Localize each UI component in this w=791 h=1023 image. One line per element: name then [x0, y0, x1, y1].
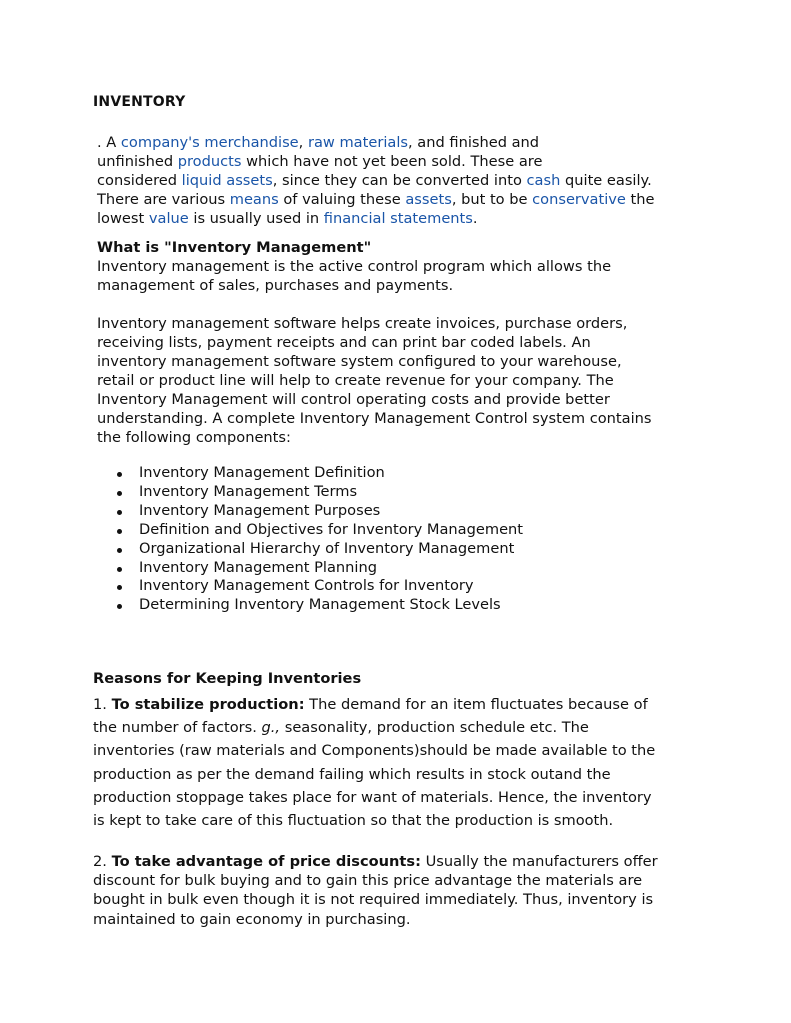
- link-means[interactable]: means: [229, 191, 279, 208]
- intro-line-2: [97, 152, 707, 171]
- list-item-label: Definition and Objectives for Inventory Management: [139, 520, 524, 538]
- text-run: .: [472, 210, 478, 227]
- paragraph-line: Inventory management software helps create invoices, purchase orders,: [97, 315, 628, 332]
- link-conservative[interactable]: conservative: [532, 191, 626, 208]
- reason-heading: To stabilize production:: [111, 696, 305, 713]
- list-item-label: Organizational Hierarchy of Inventory Management: [139, 539, 515, 557]
- bullet-icon: [117, 548, 122, 553]
- paragraph-line: is kept to take care of this fluctuation so that the production is smooth.: [93, 812, 614, 830]
- list-item: [97, 577, 523, 596]
- paragraph-line: Inventory Management will control operating costs and provide better: [97, 391, 610, 408]
- list-item: [97, 521, 523, 540]
- text-run: seasonality, production schedule etc. The: [280, 719, 589, 737]
- paragraph-line: inventory management software system configured to your warehouse,: [97, 353, 622, 370]
- link-raw-materials[interactable]: raw materials: [307, 134, 408, 151]
- reason-2-paragraph: [93, 852, 703, 929]
- text-run: considered: [97, 172, 182, 189]
- link-value[interactable]: value: [148, 210, 189, 227]
- list-item-label: Inventory Management Terms: [139, 482, 358, 500]
- text-run: There are various: [97, 191, 230, 208]
- list-item-label: Inventory Management Controls for Inventory: [139, 577, 474, 595]
- link-cash[interactable]: cash: [526, 172, 561, 189]
- paragraph-line: discount for bulk buying and to gain this price advantage the materials are: [93, 872, 643, 890]
- text-run: of valuing these: [278, 191, 406, 208]
- text-run: is usually used in: [188, 210, 324, 227]
- link-financial-statements[interactable]: financial statements: [323, 210, 473, 227]
- paragraph-line: the following components:: [97, 429, 291, 446]
- paragraph-line: [93, 693, 703, 716]
- text-run-italic: g.,: [261, 719, 281, 737]
- bullet-icon: [117, 604, 122, 609]
- intro-line-4: [97, 190, 707, 209]
- paragraph-line: production stoppage takes place for want of materials. Hence, the inventory: [93, 788, 652, 806]
- text-run: . A: [97, 134, 121, 151]
- paragraph-line: production as per the demand failing which results in stock outand the: [93, 765, 611, 783]
- text-run: the number of factors.: [93, 719, 262, 737]
- management-definition-section: [97, 238, 707, 295]
- list-item-label: Inventory Management Planning: [139, 558, 377, 576]
- bullet-icon: [117, 491, 122, 496]
- reason-number: 1.: [93, 696, 112, 713]
- list-item: [97, 596, 523, 615]
- list-item: [97, 483, 523, 502]
- list-item: [97, 540, 523, 559]
- text-run: the: [625, 191, 655, 208]
- list-item-label: Inventory Management Definition: [139, 464, 385, 481]
- paragraph-line: [93, 716, 703, 739]
- text-run: , since they can be converted into: [272, 172, 527, 189]
- reason-1-paragraph: [93, 693, 703, 832]
- software-paragraph: [97, 314, 707, 447]
- text-run: Usually the manufacturers offer: [420, 853, 658, 870]
- paragraph-line: [93, 852, 703, 871]
- paragraph-line: bought in bulk even though it is not required immediately. Thus, inventory is: [93, 891, 654, 909]
- list-item-label: Inventory Management Purposes: [139, 501, 381, 519]
- list-item-label: Determining Inventory Management Stock Levels: [139, 596, 501, 614]
- paragraph-line: inventories (raw materials and Components)should be made available to the: [93, 742, 656, 760]
- section-heading: What is "Inventory Management": [97, 239, 372, 256]
- intro-line-3: [97, 171, 707, 190]
- link-liquid-assets[interactable]: liquid assets: [181, 172, 273, 189]
- text-run: , but to be: [451, 191, 533, 208]
- paragraph-line: understanding. A complete Inventory Management Control system contains: [97, 410, 652, 427]
- reason-number: 2.: [93, 853, 112, 870]
- text-run: lowest: [97, 210, 149, 227]
- text-run: ,: [298, 134, 308, 151]
- text-run: quite easily.: [560, 172, 652, 189]
- link-company-merchandise[interactable]: company's merchandise: [120, 134, 299, 151]
- bullet-icon: [117, 529, 122, 534]
- list-item: [97, 559, 523, 578]
- bullet-icon: [117, 472, 122, 477]
- paragraph-line: retail or product line will help to create revenue for your company. The: [97, 372, 614, 389]
- reasons-heading: Reasons for Keeping Inventories: [93, 670, 362, 687]
- intro-line-1: [97, 133, 707, 152]
- reason-heading: To take advantage of price discounts:: [111, 853, 421, 870]
- paragraph-line: receiving lists, payment receipts and can print bar coded labels. An: [97, 334, 591, 351]
- page-title: INVENTORY: [93, 94, 186, 110]
- link-assets[interactable]: assets: [405, 191, 452, 208]
- bullet-icon: [117, 585, 122, 590]
- text-run: which have not yet been sold. These are: [241, 153, 543, 170]
- intro-line-5: [97, 209, 707, 228]
- bullet-icon: [117, 510, 122, 515]
- link-products[interactable]: products: [177, 153, 242, 170]
- paragraph-line: management of sales, purchases and payments.: [97, 277, 454, 294]
- text-run: The demand for an item fluctuates because of: [304, 696, 648, 713]
- paragraph-line: maintained to gain economy in purchasing.: [93, 910, 411, 928]
- components-list: [97, 464, 523, 615]
- list-item: [97, 464, 523, 483]
- text-run: unfinished: [97, 153, 178, 170]
- bullet-icon: [117, 567, 122, 572]
- paragraph-line: Inventory management is the active control program which allows the: [97, 258, 612, 275]
- text-run: , and finished and: [408, 134, 540, 151]
- list-item: [97, 502, 523, 521]
- intro-paragraph: [97, 133, 707, 228]
